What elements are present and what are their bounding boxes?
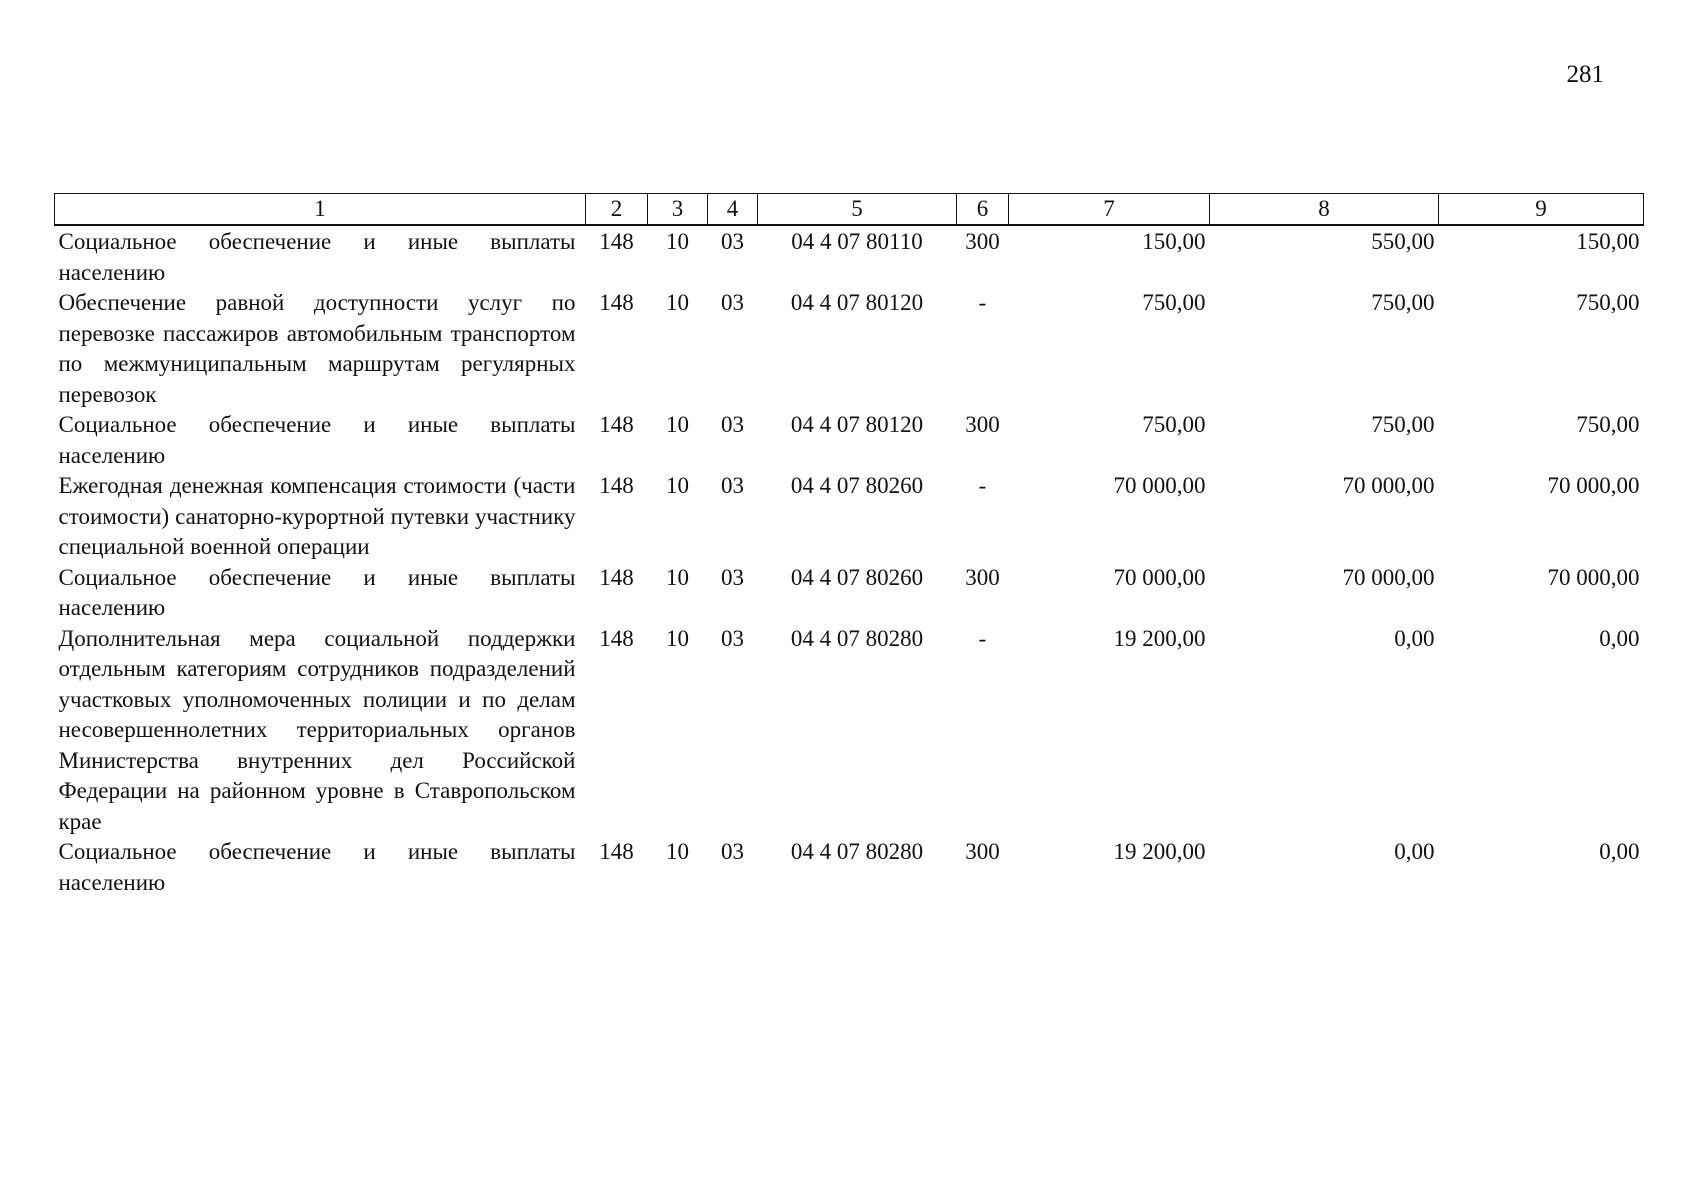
column-header-3: 3	[648, 194, 708, 226]
cell-col-6: 300	[965, 229, 1000, 254]
cell-col-5: 04 4 07 80260	[790, 473, 924, 498]
table-row	[55, 288, 1644, 410]
column-header-4: 4	[708, 194, 758, 226]
cell-col-8: 750,00	[1371, 412, 1435, 437]
row-description: Дополнительная мера социальной поддержки отдельным категориям сотрудников подразделений участковых уполномоченных полиции и по делам несовершеннолетних территориальных органов Министерства внутренних дел Российской Федерации на районном уровне в Ставропольском крае	[58, 625, 576, 834]
cell-col-9: 0,00	[1599, 839, 1640, 864]
cell-col-5: 04 4 07 80120	[790, 290, 924, 315]
cell-col-2: 148	[599, 564, 634, 590]
column-header-2: 2	[586, 194, 648, 226]
row-description: Социальное обеспечение и иные выплаты населению	[58, 564, 576, 620]
cell-col-9: 0,00	[1599, 625, 1640, 651]
cell-col-5: 04 4 07 80280	[790, 625, 924, 651]
cell-col-7: 150,00	[1142, 229, 1206, 254]
cell-col-3: 10	[666, 412, 689, 437]
cell-col-8: 0,00	[1394, 839, 1435, 864]
cell-col-6: 300	[965, 564, 1000, 590]
cell-col-4: 03	[721, 564, 744, 590]
cell-col-9: 150,00	[1576, 229, 1640, 254]
cell-col-5: 04 4 07 80110	[791, 229, 923, 254]
cell-col-5: 04 4 07 80120	[790, 412, 924, 437]
cell-col-3: 10	[666, 564, 689, 590]
cell-col-6: 300	[965, 412, 1000, 437]
column-header-1: 1	[55, 194, 586, 226]
row-description: Ежегодная денежная компенсация стоимости (части стоимости) санаторно-курортной путевки участнику специальной военной операции	[58, 473, 576, 559]
cell-col-3: 10	[666, 229, 689, 254]
cell-col-8: 70 000,00	[1342, 473, 1435, 498]
table-row	[55, 624, 1644, 838]
cell-col-5: 04 4 07 80260	[790, 564, 924, 590]
cell-col-8: 70 000,00	[1342, 564, 1435, 590]
table-body	[55, 225, 1644, 898]
row-description: Социальное обеспечение и иные выплаты населению	[58, 229, 576, 285]
cell-col-2: 148	[599, 839, 634, 864]
cell-col-6: -	[978, 290, 987, 315]
cell-col-6: 300	[965, 839, 1000, 864]
row-description: Социальное обеспечение и иные выплаты населению	[58, 412, 576, 468]
row-description: Социальное обеспечение и иные выплаты населению	[58, 839, 576, 895]
table-row	[55, 563, 1644, 624]
cell-col-8: 750,00	[1371, 290, 1435, 315]
cell-col-8: 550,00	[1371, 229, 1435, 254]
cell-col-2: 148	[599, 412, 634, 437]
cell-col-8: 0,00	[1394, 625, 1435, 651]
column-header-5: 5	[758, 194, 957, 226]
column-header-8: 8	[1210, 194, 1439, 226]
column-header-9: 9	[1439, 194, 1644, 226]
cell-col-7: 19 200,00	[1113, 625, 1206, 651]
cell-col-9: 750,00	[1576, 412, 1640, 437]
column-header-7: 7	[1009, 194, 1210, 226]
cell-col-4: 03	[721, 229, 744, 254]
cell-col-3: 10	[666, 290, 689, 315]
table-row	[55, 225, 1644, 288]
budget-table-container	[54, 193, 1643, 898]
column-header-6: 6	[957, 194, 1009, 226]
cell-col-7: 750,00	[1142, 412, 1206, 437]
cell-col-5: 04 4 07 80280	[790, 839, 924, 864]
cell-col-3: 10	[666, 473, 689, 498]
cell-col-6: -	[978, 625, 987, 651]
cell-col-4: 03	[721, 290, 744, 315]
cell-col-7: 70 000,00	[1113, 473, 1206, 498]
cell-col-6: -	[978, 473, 987, 498]
header-row	[55, 194, 1644, 226]
cell-col-9: 750,00	[1576, 290, 1640, 315]
cell-col-4: 03	[721, 839, 744, 864]
row-description: Обеспечение равной доступности услуг по перевозке пассажиров автомобильным транспортом по межмуниципальным маршрутам регулярных перевозок	[58, 290, 576, 407]
cell-col-2: 148	[599, 229, 634, 254]
budget-table	[54, 193, 1644, 898]
table-row	[55, 410, 1644, 471]
cell-col-4: 03	[721, 473, 744, 498]
cell-col-4: 03	[721, 625, 744, 651]
cell-col-7: 750,00	[1142, 290, 1206, 315]
cell-col-7: 70 000,00	[1113, 564, 1206, 590]
cell-col-4: 03	[721, 412, 744, 437]
cell-col-3: 10	[666, 625, 689, 651]
table-header	[55, 194, 1644, 226]
cell-col-9: 70 000,00	[1547, 564, 1640, 590]
table-row	[55, 837, 1644, 898]
page-number: 281	[1566, 61, 1604, 88]
cell-col-3: 10	[666, 839, 689, 864]
cell-col-2: 148	[599, 625, 634, 651]
table-row	[55, 471, 1644, 563]
cell-col-7: 19 200,00	[1113, 839, 1206, 864]
cell-col-2: 148	[599, 473, 634, 498]
cell-col-9: 70 000,00	[1547, 473, 1640, 498]
cell-col-2: 148	[599, 290, 634, 315]
